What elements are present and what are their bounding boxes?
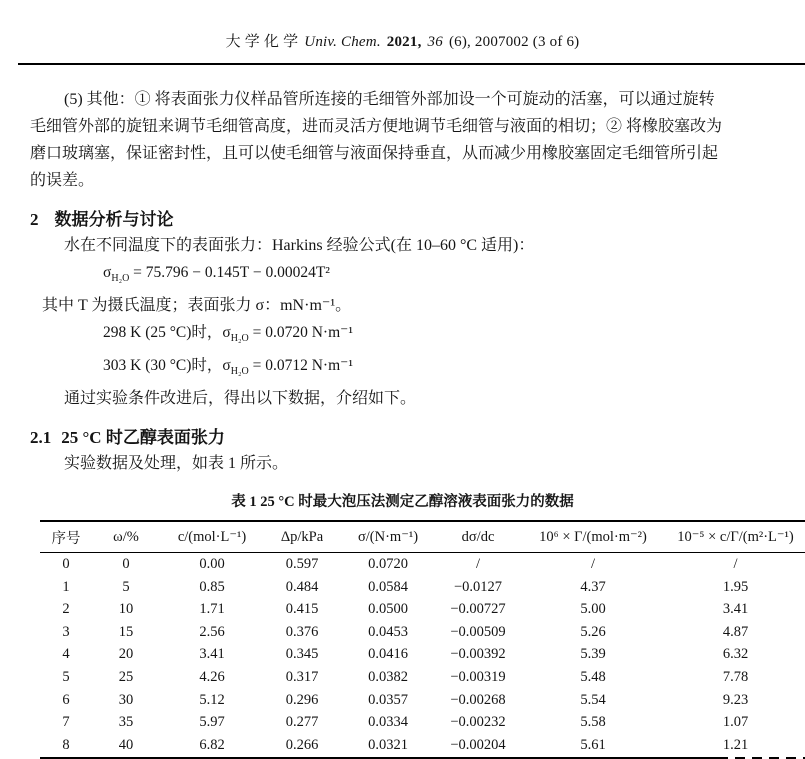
table-cell: 5.54 [580,691,606,708]
table-cell: 40 [118,736,134,753]
table-cell: 0.0334 [368,714,408,731]
table-cell: 35 [118,714,134,731]
table-cell: 0.0584 [368,578,408,595]
table-row [40,553,805,576]
table-cell: 6.82 [199,736,225,753]
table-cell: 0.0321 [368,736,408,753]
table-cell: 8 [62,736,70,753]
table-body [40,553,805,757]
table-cell: 5.97 [199,714,225,731]
value-298-prefix: 298 K (25 °C)时，σ [103,324,231,342]
header-rule [18,63,805,65]
table-cell: 4.87 [722,623,749,640]
table-cell: 2.56 [199,623,225,640]
table-cell: 5 [62,669,70,686]
table-row [40,666,805,689]
table-cell: 20 [118,646,134,663]
table-cell: 3.41 [722,601,749,618]
table-cell: 0.296 [285,691,319,708]
section-2-1-heading [30,426,805,450]
table-cell: 1.21 [722,736,749,753]
table-cell: −0.00727 [450,601,506,618]
table-cell: 5.26 [580,623,606,640]
column-header: 10⁶ × Γ/(mol·m⁻²) [539,528,647,545]
table-cell: −0.0127 [453,578,503,595]
table-cell: −0.00319 [450,669,506,686]
table-1 [40,520,805,756]
table-cell: 3.41 [199,646,225,663]
table-cell: 0.0382 [368,669,408,686]
table-cell: 5.58 [580,714,606,731]
column-header: ω/% [113,528,139,545]
table-cell: 4 [62,646,70,663]
table-cell: 0.376 [285,623,319,640]
journal-running-head [0,30,805,51]
table-cell: 0.484 [285,578,319,595]
temperature-note: 其中 T 为摄氏温度；表面张力 σ：mN·m⁻¹。 [42,297,352,315]
table-cell: 1 [62,578,70,595]
h2o-subscript: H₂O [111,273,130,285]
paper-page [0,30,805,758]
table-cell: / [733,556,738,573]
table-row [40,711,805,734]
harkins-expression: = 75.796 − 0.145T − 0.00024T² [129,264,330,281]
table-cell: 0.266 [285,736,319,753]
paragraph-line: 毛细管外部的旋钮来调节毛细管高度，进而灵活方便地调节毛细管与液面的相切；② 将橡胶塞改为 [30,118,723,135]
harkins-intro: 水在不同温度下的表面张力：Harkins 经验公式(在 10–60 °C 适用)： [64,237,535,254]
table-cell: 0.0453 [368,623,408,640]
column-header: σ/(N·m⁻¹) [357,528,419,545]
table-cell: −0.00232 [450,714,506,731]
table-cell: 2 [62,601,70,618]
table-cell: 0.345 [285,646,319,663]
sigma-symbol: σ [103,264,112,281]
section-number: 2.1 [30,428,52,448]
table-cell: −0.00509 [450,623,506,640]
table-cell: 1.95 [722,578,749,595]
table-cell: 7 [62,714,70,731]
table-cell: 4.37 [580,578,606,595]
journal-name-cn: 大 学 化 学 [225,34,299,50]
column-header: 序号 [51,530,81,547]
sigma-at-303K [103,352,805,385]
table-cell: −0.00204 [450,736,506,753]
table-row [40,576,805,599]
table-cell: 0.277 [285,714,319,731]
table-cell: 0.85 [199,578,225,595]
table-cell: 5.61 [580,736,606,753]
table-cell: −0.00392 [450,646,506,663]
table-cell: 0.317 [285,669,319,686]
journal-year: 2021, [386,34,422,50]
table-cell: 0.0500 [368,601,408,618]
column-header: 10⁻⁵ × c/Γ/(m²·L⁻¹) [677,528,794,545]
section-2-1-body [0,450,805,477]
table-cell: 0.597 [285,556,319,573]
table-cell: 1.07 [722,714,749,731]
table-cell: 0 [122,556,130,573]
table-cell: −0.00268 [450,691,506,708]
table-row [40,621,805,644]
section-2-closing: 通过实验条件改进后，得出以下数据，介绍如下。 [64,390,417,408]
table-cell: 25 [118,669,134,686]
harkins-formula [103,259,805,292]
journal-volume: 36 [427,34,443,50]
table-cell: 0.415 [285,601,319,618]
value-298-result: = 0.0720 N·m⁻¹ [248,324,353,342]
table-cell: 1.71 [199,601,225,618]
table-cell: 0 [62,556,70,573]
table-cell: / [475,556,481,573]
table-cell: 0.00 [199,556,225,573]
table-reference-line: 实验数据及处理，如表 1 所示。 [64,455,289,473]
table-cell: 0.0416 [368,646,408,663]
table-cell: 5.12 [199,691,225,708]
table-cell: 6.32 [722,646,749,663]
journal-name-en: Univ. Chem. [304,34,381,50]
column-header: c/(mol·L⁻¹) [177,528,247,545]
section-2-heading [30,208,805,232]
sigma-at-298K [103,319,805,352]
table-1-caption: 表 1 25 °C 时最大泡压法测定乙醇溶液表面张力的数据 [231,494,574,511]
table-row [40,734,805,757]
table-cell: 30 [118,691,134,708]
table-cell: 0.0357 [368,691,408,708]
table-cell: 7.78 [722,669,749,686]
paragraph-line: 的误差。 [30,172,95,189]
h2o-subscript: H₂O [230,333,249,345]
table-row [40,644,805,667]
table-cell: 5.00 [580,601,606,618]
table-cell: 3 [62,623,70,640]
column-header: dσ/dc [461,528,495,545]
table-header [40,521,805,553]
section-title: 25 °C 时乙醇表面张力 [61,428,225,448]
table-cell: 9.23 [722,691,749,708]
table-cell: 6 [62,691,70,708]
table-cell: / [590,556,596,573]
paragraph-line: (5) 其他：① 将表面张力仪样品管所连接的毛细管外部加设一个可旋动的活塞，可以通过旋转 [64,91,715,108]
section-2-body [0,232,805,412]
table-header-row [40,521,805,553]
section-number: 2 [30,210,39,229]
value-303-result: = 0.0712 N·m⁻¹ [248,357,353,375]
table-cell: 0.0720 [368,556,408,573]
table-cell: 15 [118,623,134,640]
journal-issue-info: (6), 2007002 (3 of 6) [448,34,580,50]
table-cell: 5.48 [580,669,606,686]
table-cell: 5 [122,578,130,595]
table-row [40,598,805,621]
h2o-subscript: H₂O [230,366,249,378]
table-cell: 4.26 [199,669,225,686]
section-title: 数据分析与讨论 [54,210,174,229]
table-row [40,689,805,712]
value-303-prefix: 303 K (30 °C)时，σ [103,357,231,375]
paragraph-line: 磨口玻璃塞，保证密封性，且可以使毛细管与液面保持垂直，从而减少用橡胶塞固定毛细管所引起 [30,145,719,162]
paragraph-5 [30,86,791,194]
table-cell: 10 [118,601,134,618]
column-header: Δp/kPa [280,528,324,545]
table-cell: 5.39 [580,646,606,663]
